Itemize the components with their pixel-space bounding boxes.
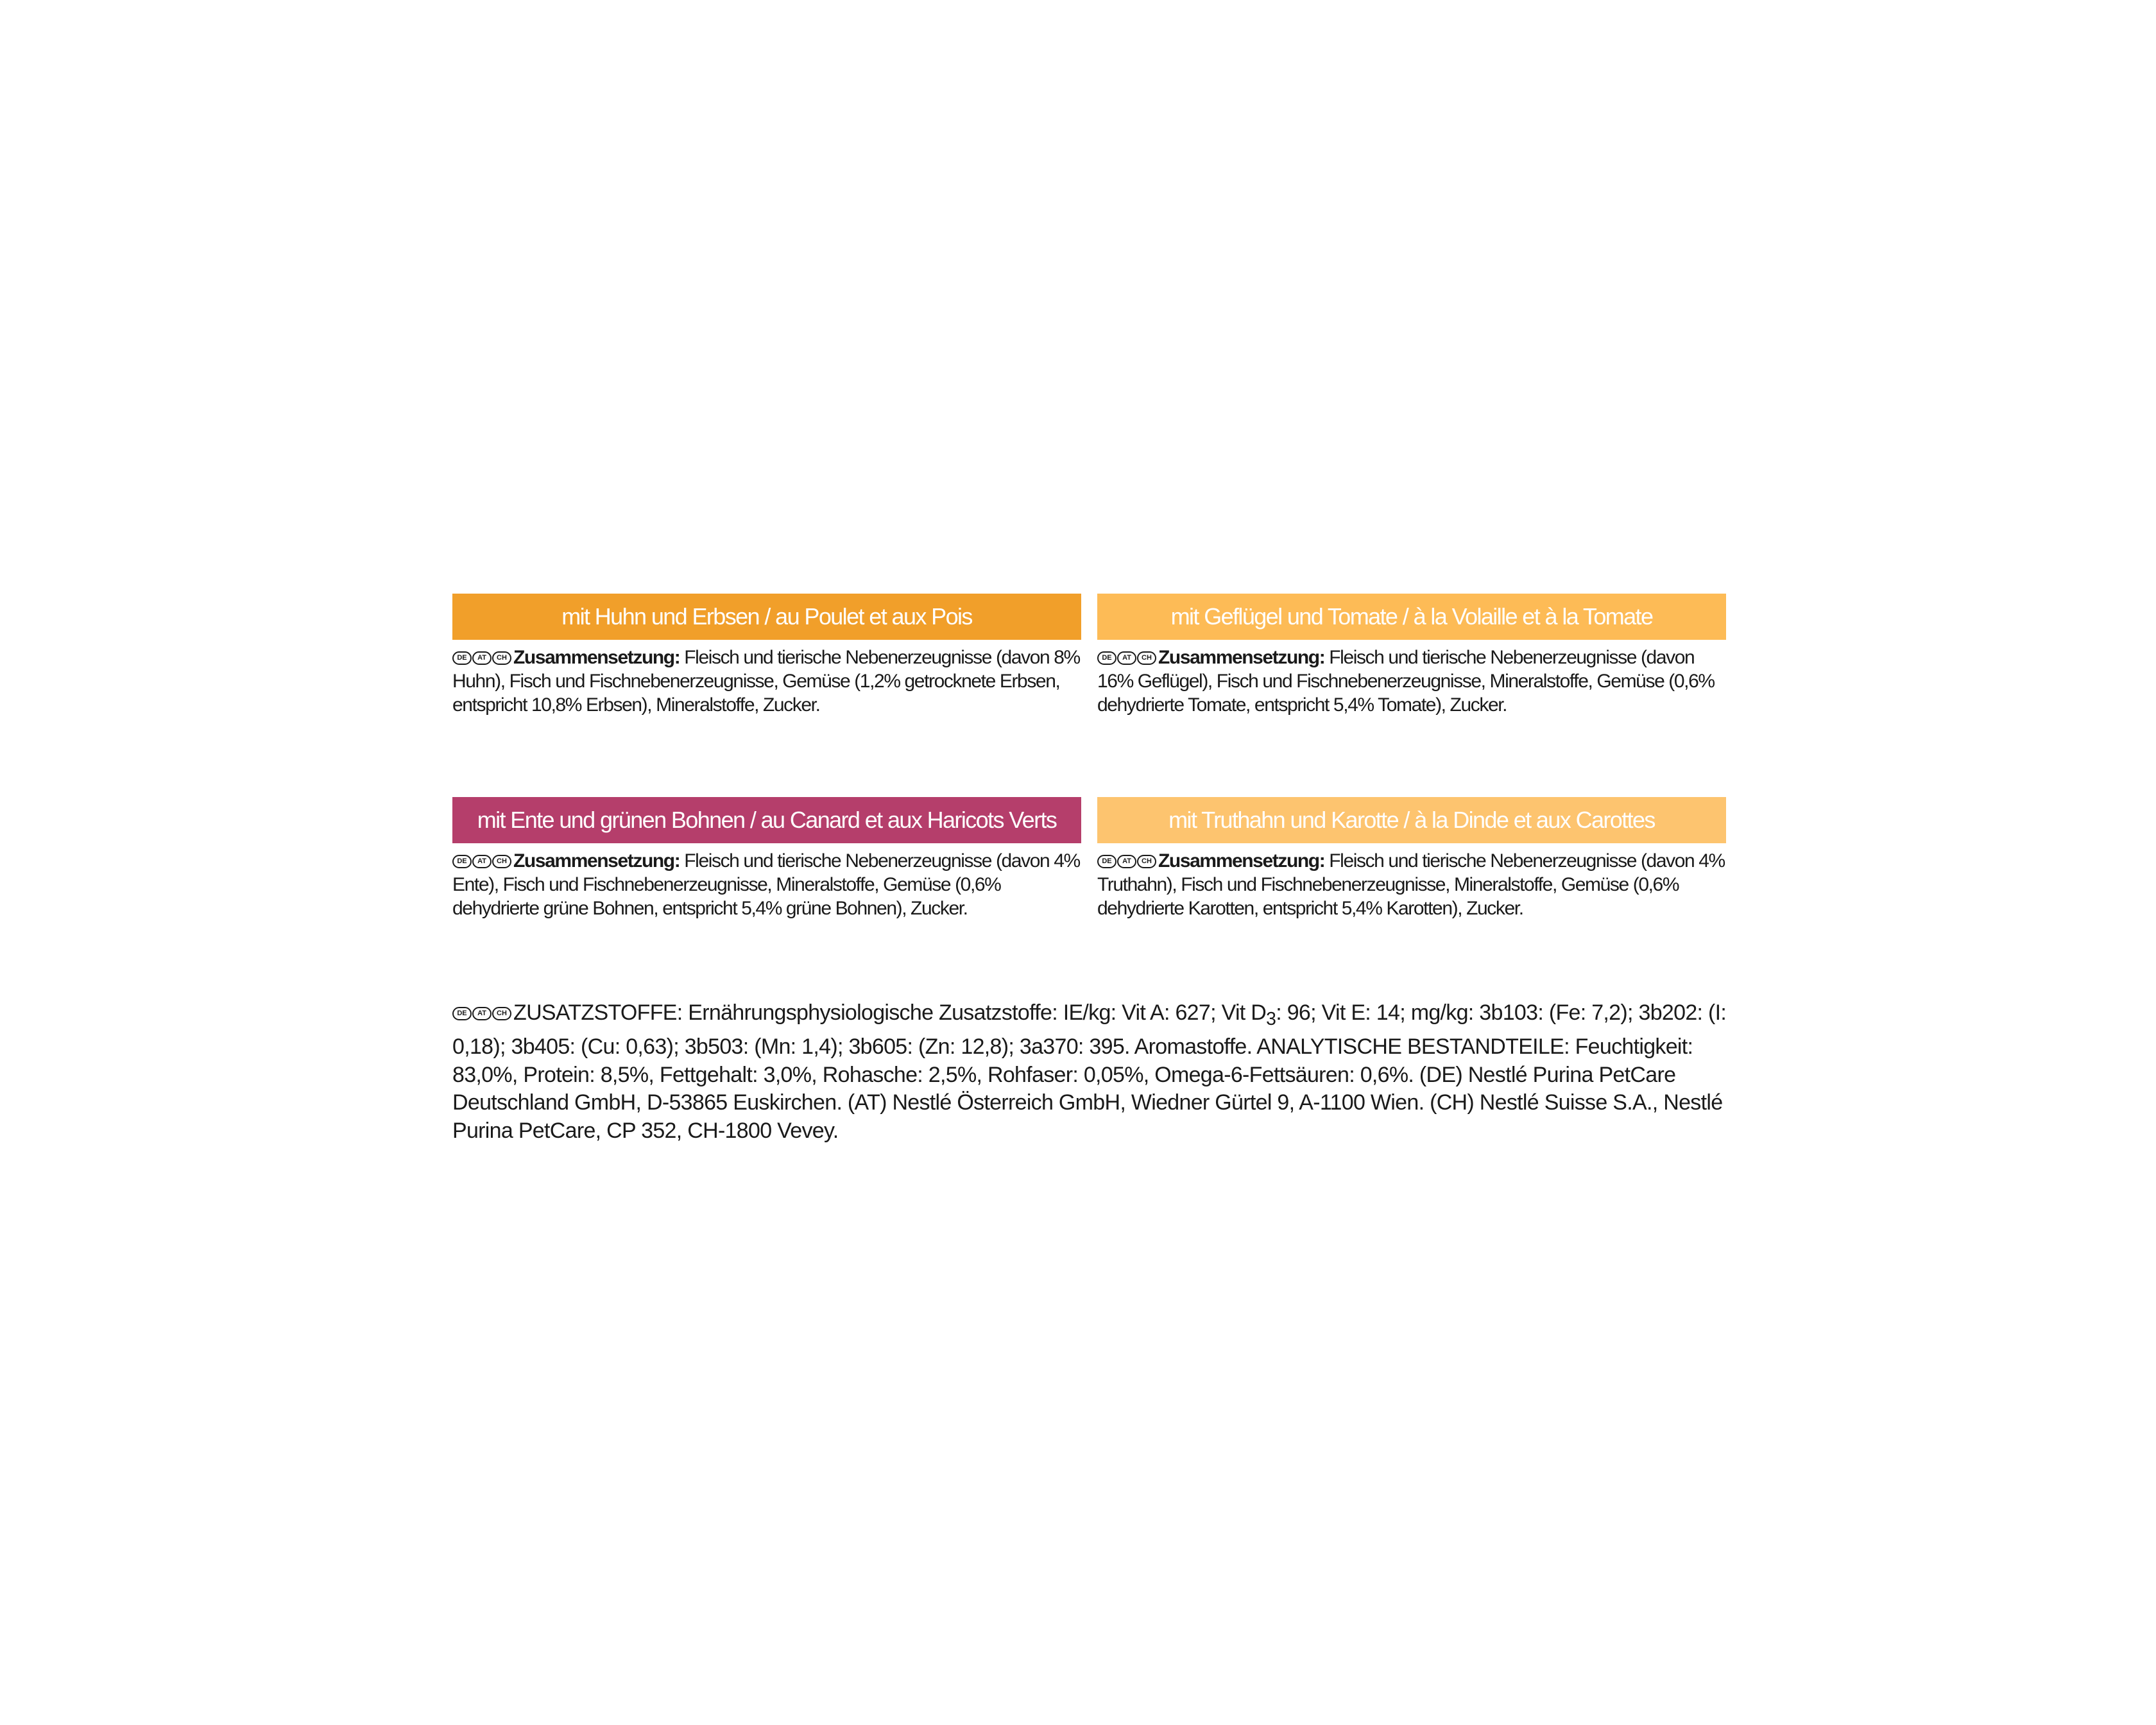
variant-title-bar: [1097, 594, 1726, 640]
country-badge-de: DE: [452, 855, 472, 868]
variant-title-bar: [1097, 797, 1726, 843]
country-badge-ch: CH: [492, 855, 511, 868]
composition-body: Fleisch und tierische Nebenerzeugnisse (davon 4% Ente), Fisch und Fischnebenerzeugnisse, Mineralstoffe, Gemüse (0,6% dehydrierte grüne Bohnen, entspricht 5,4% grüne Bohnen), Zucker.: [452, 850, 1080, 919]
country-badges: [452, 999, 512, 1027]
country-badge-de: DE: [1097, 855, 1116, 868]
composition-label: Zusammensetzung:: [1158, 850, 1325, 871]
country-badge-ch: CH: [492, 651, 511, 665]
variant-poultry-tomato: [1097, 594, 1726, 717]
variant-title: mit Geflügel und Tomate / à la Volaille et à la Tomate: [1170, 603, 1653, 630]
country-badge-at: AT: [472, 855, 492, 868]
country-badge-at: AT: [1117, 651, 1136, 665]
variant-title: mit Ente und grünen Bohnen / au Canard et aux Haricots Verts: [477, 807, 1057, 833]
country-badge-ch: CH: [1137, 855, 1156, 868]
variant-turkey-carrot: [1097, 797, 1726, 920]
composition-label: Zusammensetzung:: [1158, 647, 1325, 668]
country-badges: [452, 645, 512, 669]
vitamin-d-subscript: 3: [1266, 1008, 1276, 1029]
variant-title: mit Huhn und Erbsen / au Poulet et aux Pois: [561, 603, 972, 630]
composition-label: Zusammensetzung:: [513, 850, 680, 871]
variant-duck-green-beans: [452, 797, 1081, 920]
variant-title: mit Truthahn und Karotte / à la Dinde et aux Carottes: [1168, 807, 1655, 833]
country-badges: [452, 848, 512, 872]
country-badges: [1097, 848, 1157, 872]
composition-body: Fleisch und tierische Nebenerzeugnisse (davon 8% Huhn), Fisch und Fischnebenerzeugnisse, Gemüse (1,2% getrocknete Erbsen, entspricht 10,8% Erbsen), Mineralstoffe, Zucker.: [452, 647, 1080, 716]
country-badges: [1097, 645, 1157, 669]
country-badge-at: AT: [472, 1007, 492, 1020]
composition-text: [1097, 848, 1726, 920]
composition-label: Zusammensetzung:: [513, 647, 680, 668]
composition-text: [1097, 645, 1726, 717]
composition-text: [452, 645, 1081, 717]
country-badge-de: DE: [452, 1007, 472, 1020]
variant-chicken-peas: [452, 594, 1081, 717]
country-badge-de: DE: [1097, 651, 1116, 665]
variant-title-bar: [452, 594, 1081, 640]
composition-body: Fleisch und tierische Nebenerzeugnisse (davon 4% Truthahn), Fisch und Fischnebenerzeugnisse, Mineralstoffe, Gemüse (0,6% dehydrierte Karotten, entspricht 5,4% Karotten), Zucker.: [1097, 850, 1725, 919]
additives-text-rest: : 96; Vit E: 14; mg/kg: 3b103: (Fe: 7,2); 3b202: (I: 0,18); 3b405: (Cu: 0,63); 3b503: (Mn: 1,4); 3b605: (Zn: 12,8); 3a370: 395. Aromastoffe. ANALYTISCHE BESTANDTEILE: Feuchtigkeit: 83,0%, Protein: 8,5%, Fettgehalt: 3,0%, Rohasche: 2,5%, Rohfaser: 0,05%, Omega-6-Fettsäuren: 0,6%. (DE) Nestlé Purina PetCare Deutschland GmbH, D-53865 Euskirchen. (AT) Nestlé Österreich GmbH, Wiedner Gürtel 9, A-1100 Wien. (CH) Nestlé Suisse S.A., Nestlé Purina PetCare, CP 352, CH-1800 Vevey.: [452, 1000, 1727, 1143]
country-badge-ch: CH: [492, 1007, 511, 1020]
country-badge-ch: CH: [1137, 651, 1156, 665]
country-badge-at: AT: [1117, 855, 1136, 868]
composition-body: Fleisch und tierische Nebenerzeugnisse (davon 16% Geflügel), Fisch und Fischnebenerzeugnisse, Mineralstoffe, Gemüse (0,6% dehydrierte Tomate, entspricht 5,4% Tomate), Zucker.: [1097, 647, 1715, 716]
country-badge-at: AT: [472, 651, 492, 665]
country-badge-de: DE: [452, 651, 472, 665]
additives-text-start: ZUSATZSTOFFE: Ernährungsphysiologische Zusatzstoffe: IE/kg: Vit A: 627; Vit D: [513, 1000, 1267, 1025]
variant-title-bar: [452, 797, 1081, 843]
composition-text: [452, 848, 1081, 920]
additives-paragraph: [452, 999, 1736, 1145]
